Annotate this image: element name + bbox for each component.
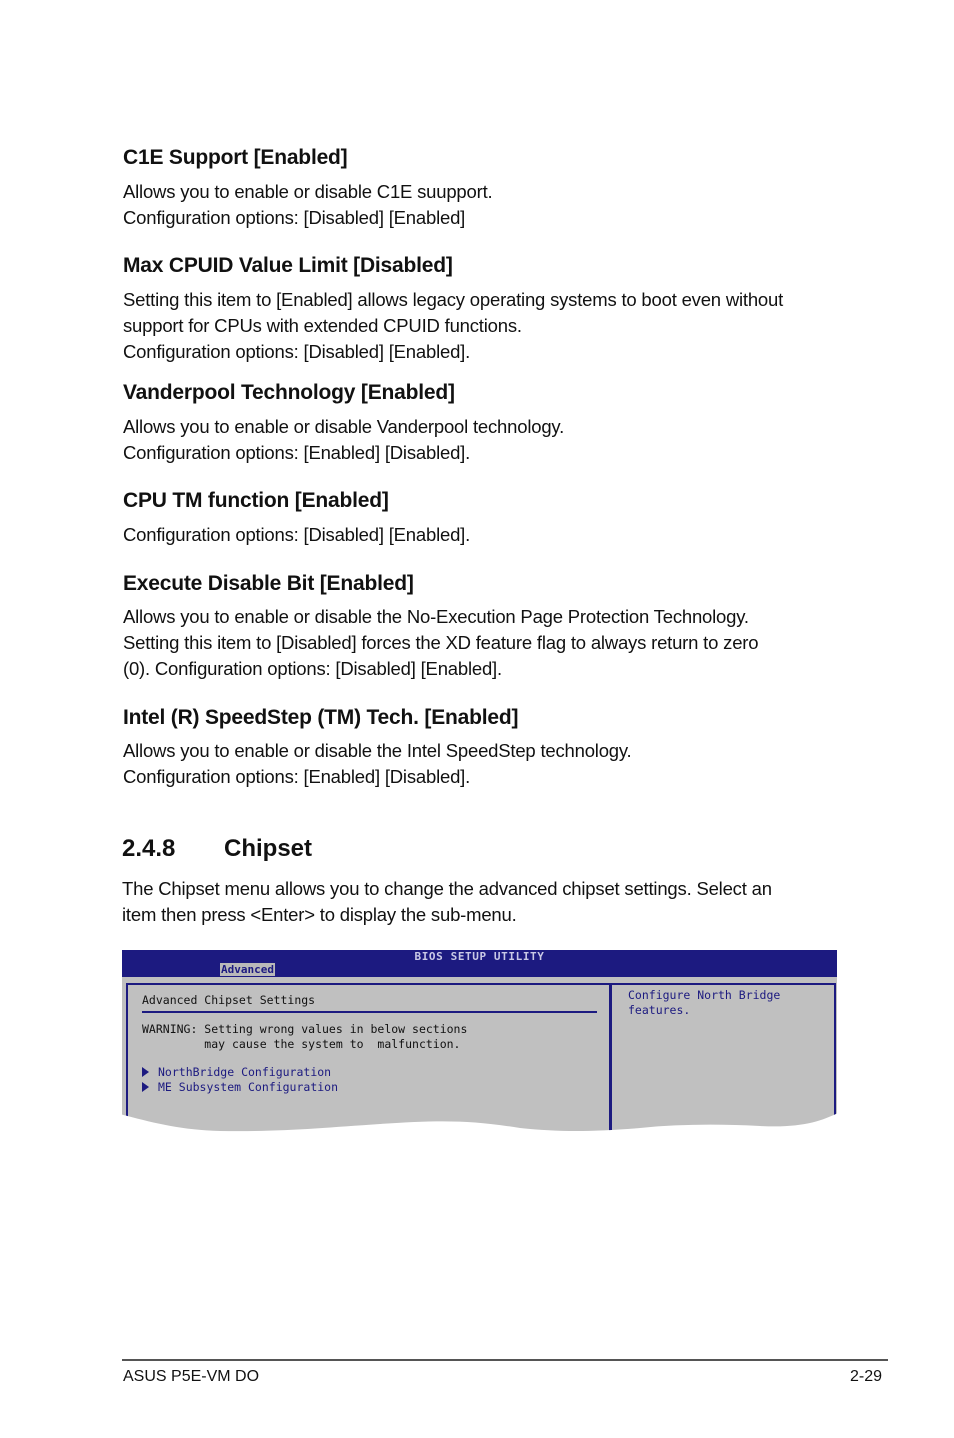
bios-warning-line-1: WARNING: Setting wrong values in below sections (142, 1022, 468, 1036)
triangle-right-icon (142, 1067, 149, 1077)
bios-menu-item-label: NorthBridge Configuration (158, 1065, 332, 1079)
section-body-execute-disable (123, 604, 758, 682)
torn-edge-graphic (120, 1104, 840, 1144)
bios-tab-advanced[interactable]: Advanced (221, 963, 274, 976)
body-line: Allows you to enable or disable C1E suupport. (123, 181, 493, 202)
section-body-cpu-tm (123, 522, 470, 548)
body-line: Configuration options: [Enabled] [Disabled]. (123, 442, 471, 463)
section-heading-speedstep: Intel (R) SpeedStep (TM) Tech. [Enabled] (123, 706, 519, 729)
bios-help-line-1: Configure North Bridge (628, 988, 781, 1002)
bios-panel-divider (142, 1011, 597, 1013)
body-line: Setting this item to [Disabled] forces the XD feature flag to always return to zero (123, 632, 759, 653)
bios-menu-item-label: ME Subsystem Configuration (158, 1080, 339, 1094)
bios-title: BIOS SETUP UTILITY (414, 950, 545, 963)
chipset-section-number: 2.4.8 (122, 835, 176, 862)
body-line: Configuration options: [Disabled] [Enabled]. (123, 341, 471, 362)
body-line: Configuration options: [Disabled] [Enabled]. (123, 524, 471, 545)
section-heading-max-cpuid: Max CPUID Value Limit [Disabled] (123, 254, 453, 277)
bios-help-line-2: features. (628, 1003, 691, 1017)
chipset-section-title: Chipset (224, 835, 313, 862)
bios-menu-item-northbridge[interactable] (142, 1065, 331, 1080)
body-line: The Chipset menu allows you to change the advanced chipset settings. Select an (122, 878, 772, 899)
section-heading-execute-disable: Execute Disable Bit [Enabled] (123, 572, 414, 595)
bios-menu-item-me-subsystem[interactable] (142, 1080, 338, 1095)
section-body-speedstep (123, 738, 632, 790)
body-line: Allows you to enable or disable the Intel SpeedStep technology. (123, 740, 632, 761)
bios-header-bar (122, 950, 837, 977)
footer-product-name: ASUS P5E-VM DO (123, 1368, 260, 1385)
section-body-vanderpool (123, 414, 564, 466)
footer-rule (122, 1359, 888, 1361)
bios-warning-line-2: may cause the system to malfunction. (142, 1037, 461, 1051)
body-line: Setting this item to [Enabled] allows legacy operating systems to boot even without (123, 289, 784, 310)
body-line: Configuration options: [Disabled] [Enabled] (123, 207, 466, 228)
section-heading-vanderpool: Vanderpool Technology [Enabled] (123, 381, 455, 404)
body-line: item then press <Enter> to display the sub-menu. (122, 904, 517, 925)
section-heading-c1e: C1E Support [Enabled] (123, 146, 348, 169)
body-line: Configuration options: [Enabled] [Disabled]. (123, 766, 471, 787)
chipset-intro (122, 876, 772, 928)
bios-panel-title: Advanced Chipset Settings (142, 993, 316, 1007)
body-line: support for CPUs with extended CPUID functions. (123, 315, 522, 336)
body-line: (0). Configuration options: [Disabled] [Enabled]. (123, 658, 502, 679)
section-body-c1e (123, 179, 492, 231)
section-heading-cpu-tm: CPU TM function [Enabled] (123, 489, 389, 512)
footer-page-number: 2-29 (850, 1368, 883, 1385)
body-line: Allows you to enable or disable Vanderpool technology. (123, 416, 565, 437)
body-line: Allows you to enable or disable the No-Execution Page Protection Technology. (123, 606, 749, 627)
section-body-max-cpuid (123, 287, 783, 365)
triangle-right-icon (142, 1082, 149, 1092)
